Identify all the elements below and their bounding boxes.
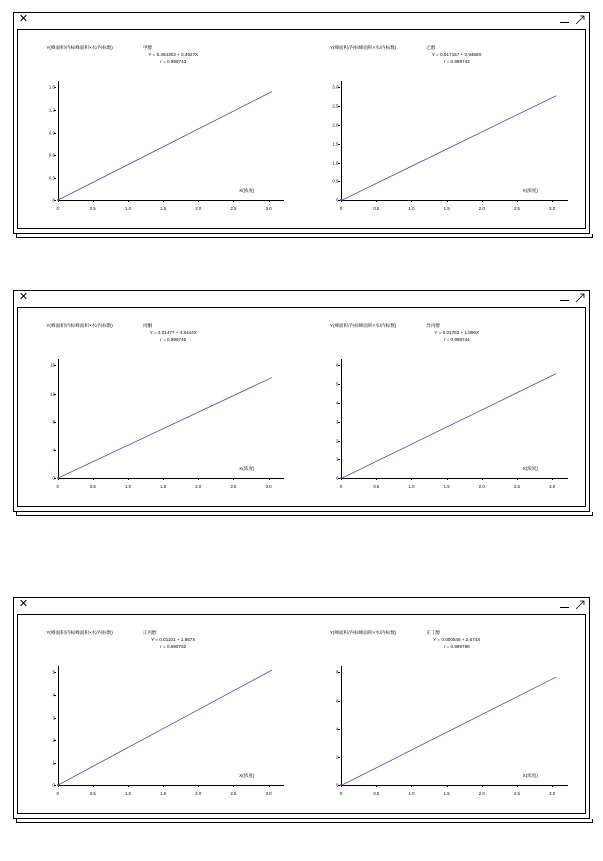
- chart-window-3: [13, 597, 590, 819]
- x-tick-label: 1.5: [160, 206, 167, 212]
- chart-frame: [17, 29, 586, 229]
- y-tick-label: 6: [335, 362, 339, 368]
- x-tick-label: 0.5: [89, 484, 96, 490]
- x-tick-label: 1.5: [160, 791, 167, 797]
- x-tick-label: 2.0: [195, 791, 202, 797]
- x-axis-label: X(浓度): [239, 188, 255, 194]
- y-tick-label: 1.2: [48, 107, 55, 113]
- chart-correlation: r = 0.999786: [443, 643, 470, 649]
- chart-title: Y(峰面积/内标峰面积×水/内标数) 乙醇: [329, 44, 436, 50]
- y-tick-label: 16: [50, 362, 55, 368]
- close-icon[interactable]: ✕: [18, 13, 29, 25]
- x-tick-label: 2.5: [513, 791, 520, 797]
- y-tick-label: 0.3: [48, 175, 55, 181]
- y-tick-label: 0: [52, 197, 55, 203]
- x-tick-label: 0.5: [373, 206, 380, 212]
- chart-equation: Y = 4.01477 + 4.8444X: [149, 329, 197, 335]
- x-tick-label: 0.5: [89, 206, 96, 212]
- window-bottom-edge: [16, 819, 593, 823]
- window-controls: [560, 14, 585, 25]
- regression-line: [302, 615, 586, 813]
- chart-equation: Y = 0.917157 + 0.9468X: [431, 51, 482, 57]
- window-controls: [560, 292, 585, 303]
- chart-sample-label: 异丙醇: [426, 322, 441, 328]
- window-titlebar: [14, 598, 589, 612]
- x-tick-label: 0: [339, 206, 343, 212]
- y-tick-label: 8: [335, 669, 339, 675]
- y-tick-label: 0.9: [48, 130, 55, 136]
- chart-right: [302, 30, 586, 228]
- chart-right: [302, 308, 586, 506]
- chart-correlation: r = 0.999743: [160, 58, 187, 64]
- x-tick-label: 2.0: [478, 484, 485, 490]
- y-tick-label: 4: [52, 447, 55, 453]
- x-tick-label: 2.5: [513, 484, 520, 490]
- regression-line: [302, 30, 586, 228]
- x-axis-label: X(浓度): [522, 773, 538, 779]
- window-controls: [560, 599, 585, 610]
- y-tick-label: 3.0: [332, 84, 339, 90]
- x-axis-label: X(浓度): [522, 466, 538, 472]
- chart-left: [18, 30, 302, 228]
- chart-equation: Y = 0.000546 + 2.674X: [433, 636, 481, 642]
- chart-axes: [302, 30, 586, 228]
- y-tick-label: 2.0: [332, 122, 339, 128]
- y-tick-label: 1.5: [332, 141, 339, 147]
- chart-sample-label: 丙酮: [142, 322, 153, 328]
- chart-title: Y(峰面积/内标峰面积×水/内标数) 甲醇: [46, 44, 153, 50]
- chart-axes: [18, 308, 302, 506]
- chart-right: [302, 615, 586, 813]
- x-tick-label: 0: [339, 484, 343, 490]
- chart-frame: [17, 614, 586, 814]
- y-tick-label: 8: [52, 419, 55, 425]
- x-tick-label: 0: [339, 791, 343, 797]
- y-tick-label: 2.5: [332, 103, 339, 109]
- chart-left: [18, 615, 302, 813]
- window-bottom-edge: [16, 234, 593, 238]
- chart-grid: [18, 308, 585, 506]
- regression-line: [18, 30, 302, 228]
- maximize-icon[interactable]: [575, 293, 585, 303]
- y-tick-label: 0: [335, 197, 339, 203]
- y-tick-label: 0: [335, 782, 339, 788]
- x-tick-label: 1.5: [443, 206, 450, 212]
- x-tick-label: 1.0: [408, 484, 415, 490]
- y-tick-label: 4: [335, 400, 339, 406]
- x-tick-label: 3.0: [549, 791, 556, 797]
- chart-correlation: r = 0.999743: [443, 58, 470, 64]
- x-tick-label: 1.5: [443, 791, 450, 797]
- chart-sample-label: 正丁醇: [426, 629, 441, 635]
- y-tick-label: 3: [335, 419, 339, 425]
- chart-equation: Y = 0.464303 + 0.4927X: [148, 51, 199, 57]
- minimize-icon[interactable]: [560, 607, 569, 608]
- x-tick-label: 0: [56, 791, 59, 797]
- y-tick-label: 0: [335, 475, 339, 481]
- regression-line: [302, 308, 586, 506]
- x-tick-label: 3.0: [549, 206, 556, 212]
- chart-axes: [302, 615, 586, 813]
- chart-left: [18, 308, 302, 506]
- x-tick-label: 1.0: [124, 484, 131, 490]
- regression-line: [18, 615, 302, 813]
- y-tick-label: 3: [52, 715, 55, 721]
- x-tick-label: 2.0: [478, 206, 485, 212]
- x-tick-label: 0.5: [373, 791, 380, 797]
- x-tick-label: 0.5: [373, 484, 380, 490]
- y-tick-label: 4: [52, 692, 55, 698]
- x-tick-label: 1.5: [443, 484, 450, 490]
- chart-equation: Y = 0.01763 + 1.896X: [434, 329, 480, 335]
- chart-grid: [18, 615, 585, 813]
- close-icon[interactable]: ✕: [18, 291, 29, 303]
- y-tick-label: 0: [52, 475, 55, 481]
- maximize-icon[interactable]: [575, 15, 585, 25]
- x-tick-label: 1.0: [124, 791, 131, 797]
- x-tick-label: 0: [56, 206, 59, 212]
- x-tick-label: 2.5: [513, 206, 520, 212]
- x-tick-label: 3.0: [265, 484, 272, 490]
- x-axis-label: X(浓度): [239, 466, 255, 472]
- x-tick-label: 1.0: [408, 791, 415, 797]
- chart-correlation: r = 0.999745: [160, 336, 187, 342]
- y-tick-label: 2: [335, 438, 339, 444]
- x-tick-label: 3.0: [265, 206, 272, 212]
- y-tick-label: 4: [335, 726, 339, 732]
- chart-correlation: r = 0.999744: [443, 336, 470, 342]
- regression-line: [18, 308, 302, 506]
- x-axis-label: X(浓度): [522, 188, 538, 194]
- x-tick-label: 0.5: [89, 791, 96, 797]
- chart-axes: [18, 30, 302, 228]
- x-tick-label: 1.0: [408, 206, 415, 212]
- y-tick-label: 1: [335, 456, 339, 462]
- x-axis-label: X(浓度): [239, 773, 255, 779]
- close-icon[interactable]: ✕: [18, 598, 29, 610]
- chart-axes: [18, 615, 302, 813]
- y-tick-label: 12: [50, 391, 55, 397]
- chart-sample-label: 甲醇: [142, 44, 153, 50]
- x-tick-label: 2.5: [230, 791, 237, 797]
- chart-grid: [18, 30, 585, 228]
- x-tick-label: 2.5: [230, 206, 237, 212]
- y-tick-label: 1.0: [332, 160, 339, 166]
- x-tick-label: 2.0: [478, 791, 485, 797]
- minimize-icon[interactable]: [560, 300, 569, 301]
- y-tick-label: 5: [335, 381, 339, 387]
- x-tick-label: 2.0: [195, 206, 202, 212]
- y-tick-label: 1.5: [48, 84, 55, 90]
- chart-correlation: r = 0.999752: [160, 643, 187, 649]
- x-tick-label: 1.5: [160, 484, 167, 490]
- x-tick-label: 2.5: [230, 484, 237, 490]
- chart-title: Y(峰面积/内标峰面积×水/内标数) 正丙醇: [46, 629, 157, 635]
- chart-title: Y(峰面积/内标峰面积×水/内标数) 正丁醇: [329, 629, 441, 635]
- y-tick-label: 0.6: [48, 152, 55, 158]
- window-titlebar: [14, 291, 589, 305]
- y-tick-label: 5: [52, 669, 55, 675]
- chart-sample-label: 乙醇: [426, 44, 436, 50]
- y-tick-label: 1: [52, 760, 55, 766]
- y-tick-label: 6: [335, 698, 339, 704]
- x-tick-label: 3.0: [549, 484, 556, 490]
- y-tick-label: 0.5: [332, 178, 339, 184]
- chart-window-2: [13, 290, 590, 512]
- minimize-icon[interactable]: [560, 22, 569, 23]
- chart-equation: Y = 0.01101 + 1.867X: [151, 636, 196, 642]
- window-titlebar: [14, 13, 589, 27]
- x-tick-label: 2.0: [195, 484, 202, 490]
- chart-frame: [17, 307, 586, 507]
- y-tick-label: 2: [52, 737, 55, 743]
- y-tick-label: 0: [52, 782, 55, 788]
- maximize-icon[interactable]: [575, 600, 585, 610]
- chart-window-1: [13, 12, 590, 234]
- x-tick-label: 0: [56, 484, 59, 490]
- window-bottom-edge: [16, 512, 593, 516]
- chart-title: Y(峰面积/内标峰面积×水/内标数) 异丙醇: [329, 322, 441, 328]
- y-tick-label: 2: [335, 754, 339, 760]
- chart-sample-label: 正丙醇: [142, 629, 157, 635]
- chart-axes: [302, 308, 586, 506]
- x-tick-label: 3.0: [265, 791, 272, 797]
- chart-title: Y(峰面积/内标峰面积×水/内标数) 丙酮: [46, 322, 153, 328]
- x-tick-label: 1.0: [124, 206, 131, 212]
